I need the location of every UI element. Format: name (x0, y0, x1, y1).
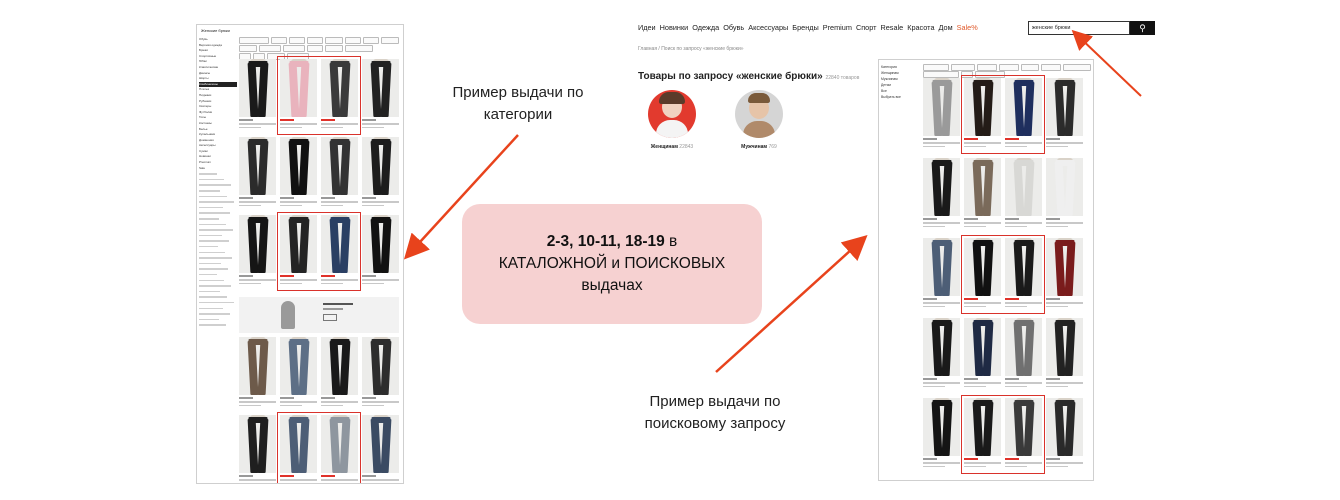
category-caption-line2: категории (483, 106, 553, 123)
nav-item[interactable]: Обувь (723, 23, 745, 32)
sidebar-item[interactable]: Брюки (199, 48, 208, 53)
search-input[interactable]: женские брюки (1028, 21, 1130, 35)
sidebar-item[interactable]: Пиджаки (199, 92, 212, 97)
search-sidebar-item[interactable]: Категория (881, 65, 897, 69)
nav-item[interactable]: Аксессуары (748, 23, 789, 32)
women-label: Женщинам 22843 (650, 144, 694, 150)
breadcrumb: Главная / Поиск по запросу «женские брюки» (638, 46, 744, 52)
search-sidebar-item[interactable]: Все (881, 89, 887, 93)
search-caption-line1: Пример выдачи по (649, 393, 781, 410)
sidebar-item[interactable]: Комбинезоны (199, 82, 237, 88)
sidebar-item[interactable]: Белье (199, 126, 208, 131)
arrow-to-category (409, 135, 518, 254)
search-heading-text: Товары по запросу «женские брюки» (638, 71, 823, 82)
search-sidebar-item[interactable]: Мужчинам (881, 77, 898, 81)
nav-item[interactable]: Спорт (855, 23, 877, 32)
nav-item[interactable]: Resale (880, 23, 904, 32)
sidebar-item[interactable]: Сумки (199, 148, 208, 153)
sidebar-item[interactable]: Premium (199, 160, 212, 165)
search-sidebar-item[interactable]: Выбрать все (881, 95, 901, 99)
sidebar-item[interactable]: Свитеры (199, 104, 212, 109)
search-sidebar-item[interactable]: Детям (881, 83, 891, 87)
sidebar-item[interactable]: Платья (199, 87, 210, 92)
nav-item-sale[interactable]: Sale% (956, 23, 978, 32)
nav-item[interactable]: Одежда (692, 23, 720, 32)
men-label: Мужчинам 769 (741, 144, 777, 150)
sidebar-item[interactable]: Футболки (199, 109, 213, 114)
nav-item[interactable]: Красота (907, 23, 935, 32)
nav-item[interactable]: Идеи (638, 23, 656, 32)
sidebar-item[interactable]: Рубашки (199, 98, 212, 103)
sidebar-item[interactable]: Обувь (199, 37, 208, 41)
sidebar-item[interactable]: Классические (199, 64, 219, 69)
callout-line2: КАТАЛОЖНОЙ и ПОИСКОВЫХ (498, 255, 726, 272)
sidebar-item[interactable]: Костюмы (199, 120, 212, 125)
sidebar-item[interactable]: Джинсы (199, 70, 211, 75)
sidebar-item[interactable]: Юбки (199, 59, 207, 64)
sidebar-item[interactable]: Шорты (199, 76, 209, 81)
nav-item[interactable]: Новинки (659, 23, 689, 32)
search-icon: ⚲ (1139, 23, 1146, 33)
category-caption-line1: Пример выдачи по (452, 84, 584, 101)
nav-item[interactable]: Бренды (792, 23, 819, 32)
callout-line1: 2-3, 10-11, 18-19 в (546, 233, 678, 250)
category-page-title: Женские брюки (201, 28, 230, 33)
search-heading-count: 22840 товаров (825, 75, 860, 81)
arrow-to-search-grid (716, 240, 862, 372)
sidebar-item[interactable]: Домашняя (199, 137, 214, 142)
nav-item[interactable]: Дом (938, 23, 953, 32)
sidebar-item[interactable]: Верхняя одежда (199, 42, 222, 47)
sidebar-item[interactable]: Новинки (199, 154, 211, 159)
callout-line3: выдачах (581, 277, 643, 294)
sidebar-item[interactable]: Sale (199, 165, 206, 170)
sidebar-item[interactable]: Топы (199, 115, 207, 120)
nav-item[interactable]: Premium (822, 23, 852, 32)
sidebar-item[interactable]: Спортивные (199, 53, 217, 58)
sidebar-item[interactable]: Аксессуары (199, 143, 216, 148)
search-sidebar-item[interactable]: Женщинам (881, 71, 899, 75)
arrow-to-search-box (1076, 34, 1141, 96)
search-caption-line2: поисковому запросу (644, 415, 786, 432)
sidebar-item[interactable]: Купальники (199, 132, 216, 137)
